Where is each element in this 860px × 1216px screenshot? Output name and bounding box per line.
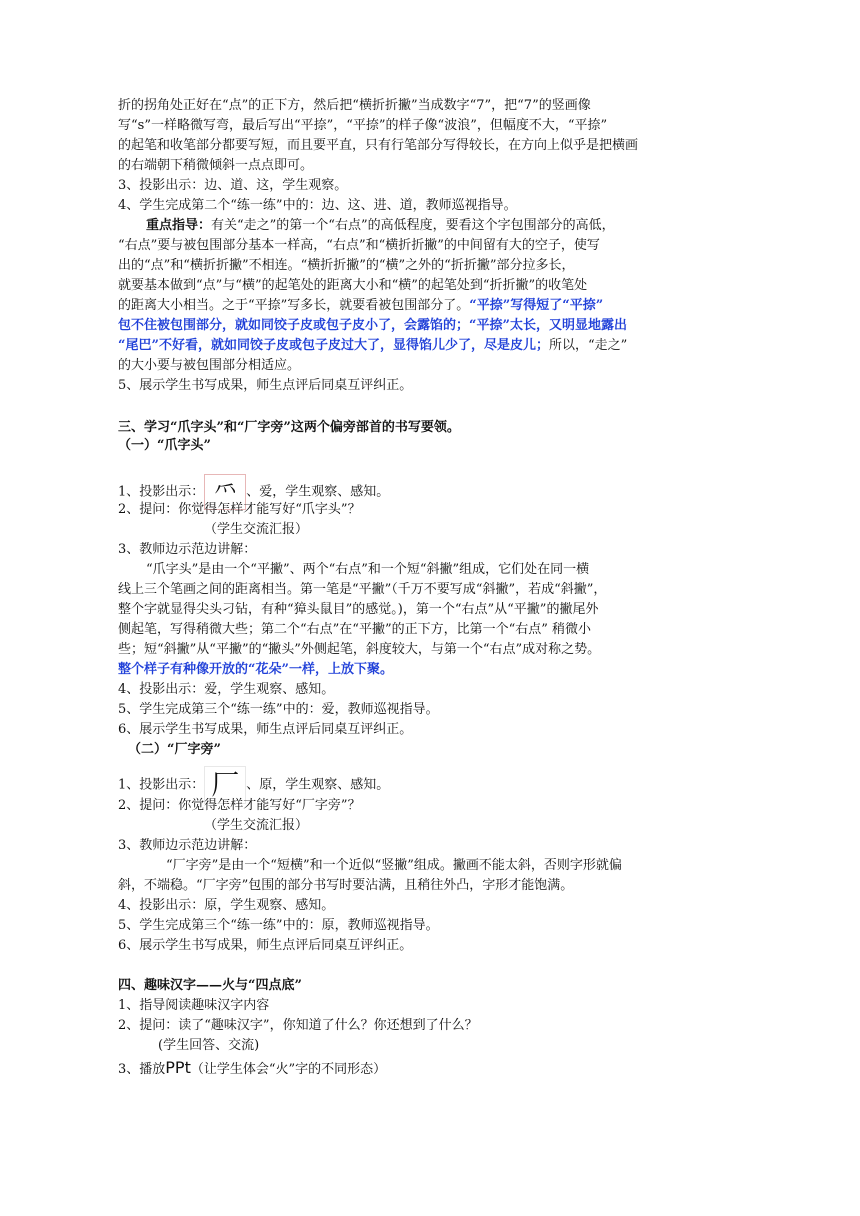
- text-line: 6、展示学生书写成果，师生点评后同桌互评纠正。: [118, 722, 413, 737]
- text-line: “厂字旁”是由一个“短横”和一个近似“竖撇”组成。撇画不能太斜，否则字形就偏: [166, 858, 622, 873]
- focus-line-5: [118, 296, 603, 316]
- text-line: 1、指导阅读趣味汉字内容: [118, 998, 270, 1013]
- text-line: 整个字就显得尖头刁钻，有种“獐头鼠目”的感觉。)，第一个“右点”从“平撇”的撇尾外: [118, 602, 599, 617]
- focus-line-1: [146, 216, 615, 236]
- text-segment: 的距离大小相当。之于“平捺”写多长，就要看被包围部分了。: [118, 298, 470, 313]
- highlight-text: “尾巴”不好看，就如同饺子皮或包子皮过大了，显得馅儿少了，尽是皮儿；: [118, 338, 549, 353]
- text-segment: 、原，学生观察、感知。: [246, 777, 390, 793]
- text-line: 3、教师边示范边讲解：: [118, 838, 257, 853]
- focus-text: 有关“走之”的第一个“右点”的高低程度，要看这个字包围部分的高低，: [211, 218, 615, 233]
- subsection-title: [118, 436, 211, 456]
- ppt-line: [118, 1058, 386, 1080]
- highlight-text: “平捺”写得短了“平捺”: [469, 298, 604, 313]
- subsection-title: [128, 740, 221, 760]
- text-line: 5、学生完成第三个“练一练”中的：原，教师巡视指导。: [118, 918, 439, 933]
- text-line: 2、提问：你觉得怎样才能写好“厂字旁”？: [118, 798, 361, 813]
- text-line: 5、展示学生书写成果，师生点评后同桌互评纠正。: [118, 378, 413, 393]
- text-line: “爪字头”是由一个“平撇”、两个“右点”和一个短“斜撇”组成，它们处在同一横: [146, 562, 590, 577]
- text-line: 的右端朝下稍微倾斜一点点即可。: [118, 158, 314, 173]
- text-segment: 3、播放: [118, 1062, 166, 1077]
- section-heading: 三、学习“爪字头”和“厂字旁”这两个偏旁部首的书写要领。: [118, 420, 460, 435]
- text-segment: 所以，“走之”: [548, 338, 628, 353]
- section-heading: 四、趣味汉字——火与“四点底”: [118, 978, 302, 993]
- ppt-text: PPt: [165, 1058, 191, 1077]
- chang-radical-image: 厂: [204, 766, 246, 804]
- text-segment: （让学生体会“火”字的不同形态）: [190, 1062, 387, 1077]
- text-line: 4、学生完成第二个“练一练”中的：边、这、进、道，教师巡视指导。: [118, 198, 517, 213]
- text-line: 的大小要与被包围部分相适应。: [118, 358, 301, 373]
- text-line: “右点”要与被包围部分基本一样高，“右点”和“横折折撇”的中间留有大的空子，使写: [118, 238, 600, 253]
- text-line: 3、投影出示：边、道、这，学生观察。: [118, 178, 348, 193]
- text-line: 斜，不端稳。“厂字旁”包围的部分书写时要沾满，且稍往外凸，字形才能饱满。: [118, 878, 574, 893]
- focus-line-7: [118, 336, 627, 356]
- text-line: 的起笔和收笔部分都要写短，而且要平直，只有行笔部分写得较长，在方向上似乎是把横画: [118, 138, 639, 153]
- text-line: 就要基本做到“点”与“横”的起笔处的距离大小和“横”的起笔处到“折折撇”的收笔处: [118, 278, 588, 293]
- text-segment: 1、投影出示：: [118, 484, 205, 500]
- text-line: 2、提问：你觉得怎样才能写好“爪字头”？: [118, 502, 361, 517]
- text-line: 4、投影出示：原，学生观察、感知。: [118, 898, 335, 913]
- text-line: （学生交流汇报）: [204, 818, 309, 833]
- text-line: 些；短“斜撇”从“平撇”的“撇头”外侧起笔，斜度较大，与第一个“右点”成对称之势。: [118, 642, 601, 657]
- text-line: 6、展示学生书写成果，师生点评后同桌互评纠正。: [118, 938, 413, 953]
- text-line: 5、学生完成第三个“练一练”中的：爱，教师巡视指导。: [118, 702, 439, 717]
- zhua-radical-image: ⺤: [204, 474, 246, 510]
- text-line: 2、提问：读了“趣味汉字”，你知道了什么？你还想到了什么？: [118, 1018, 478, 1033]
- text-line: 写“s”一样略微写弯，最后写出“平捺”，“平捺”的样子像“波浪”，但幅度不大，“平捺”: [118, 118, 608, 133]
- text-line: 侧起笔，写得稍微大些；第二个“右点”在“平撇”的正下方，比第一个“右点” 稍微小: [118, 622, 592, 637]
- text-segment: 、爱，学生观察、感知。: [246, 484, 390, 500]
- text-line: (学生回答、交流): [158, 1038, 260, 1053]
- text-line: 3、教师边示范边讲解：: [118, 542, 257, 557]
- subsection-label: （一）“爪字头”: [118, 438, 211, 453]
- subsection-label: （二）“厂字旁”: [128, 742, 221, 757]
- text-line: （学生交流汇报）: [204, 522, 309, 537]
- highlight-line: 包不住被包围部分，就如同饺子皮或包子皮小了，会露馅的；“平捺”太长，又明显地露出: [118, 318, 627, 333]
- highlight-line: 整个样子有种像开放的“花朵”一样，上放下聚。: [118, 662, 393, 677]
- text-line: 4、投影出示：爱，学生观察、感知。: [118, 682, 335, 697]
- text-line: 出的“点”和“横折折撇”不相连。“横折折撇”的“横”之外的“折折撇”部分拉多长，: [118, 258, 575, 273]
- text-segment: 1、投影出示：: [118, 777, 205, 793]
- text-line: 折的拐角处正好在“点”的正下方，然后把“横折折撇”当成数字“7”，把“7”的竖画像: [118, 98, 591, 113]
- text-line: 线上三个笔画之间的距离相当。第一笔是“平撇”（千万不要写成“斜撇”，若成“斜撇”，: [118, 582, 607, 597]
- focus-label: 重点指导：: [146, 218, 212, 233]
